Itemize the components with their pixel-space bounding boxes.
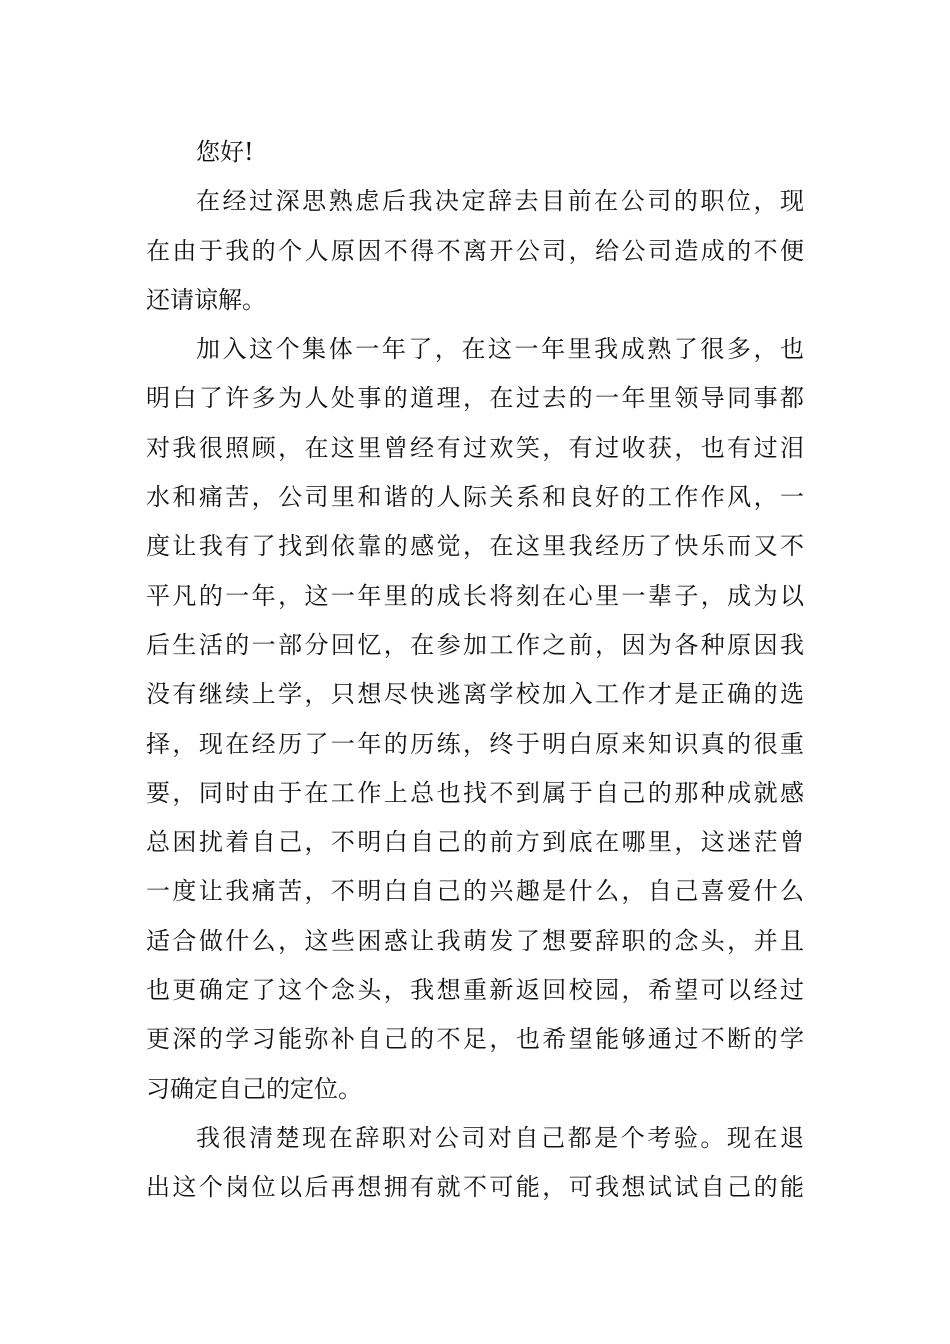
- text-line: 一度让我痛苦，不明白自己的兴趣是什么，自己喜爱什么: [146, 877, 804, 906]
- text-line: 出这个岗位以后再想拥有就不可能，可我想试试自己的能: [146, 1173, 804, 1202]
- text-line: 后生活的一部分回忆，在参加工作之前，因为各种原因我: [146, 630, 804, 659]
- text-line: 平凡的一年，这一年里的成长将刻在心里一辈子，成为以: [146, 581, 804, 610]
- text-line: 没有继续上学，只想尽快逃离学校加入工作才是正确的选: [146, 680, 804, 709]
- text-line: 也更确定了这个念头，我想重新返回校园，希望可以经过: [146, 976, 804, 1005]
- letter-body: [146, 128, 804, 1213]
- paragraph-1: [146, 177, 804, 325]
- text-line: 明白了许多为人处事的道理，在过去的一年里领导同事都: [146, 384, 804, 413]
- text-line: 还请谅解。: [146, 285, 266, 314]
- paragraph-2: [146, 325, 804, 1114]
- text-line: 对我很照顾，在这里曾经有过欢笑，有过收获，也有过泪: [146, 433, 804, 462]
- text-line: 要，同时由于在工作上总也找不到属于自己的那种成就感: [146, 778, 804, 807]
- text-line: 水和痛苦，公司里和谐的人际关系和良好的工作作风，一: [146, 483, 804, 512]
- paragraph-3: [146, 1114, 804, 1213]
- text-line: 习确定自己的定位。: [146, 1074, 362, 1103]
- text-line: 加入这个集体一年了，在这一年里我成熟了很多，也: [196, 335, 804, 364]
- greeting: 您好!: [196, 138, 254, 166]
- text-line: 我很清楚现在辞职对公司对自己都是个考验。现在退: [196, 1123, 804, 1152]
- text-line: 择，现在经历了一年的历练，终于明白原来知识真的很重: [146, 729, 804, 758]
- text-line: 在由于我的个人原因不得不离开公司，给公司造成的不便: [146, 236, 804, 265]
- text-line: 总困扰着自己，不明白自己的前方到底在哪里，这迷茫曾: [146, 828, 804, 857]
- text-line: 度让我有了找到依靠的感觉，在这里我经历了快乐而又不: [146, 532, 804, 561]
- text-line: 更深的学习能弥补自己的不足，也希望能够通过不断的学: [146, 1025, 804, 1054]
- text-line: 在经过深思熟虑后我决定辞去目前在公司的职位，现: [196, 187, 804, 216]
- text-line: 适合做什么，这些困惑让我萌发了想要辞职的念头，并且: [146, 926, 804, 955]
